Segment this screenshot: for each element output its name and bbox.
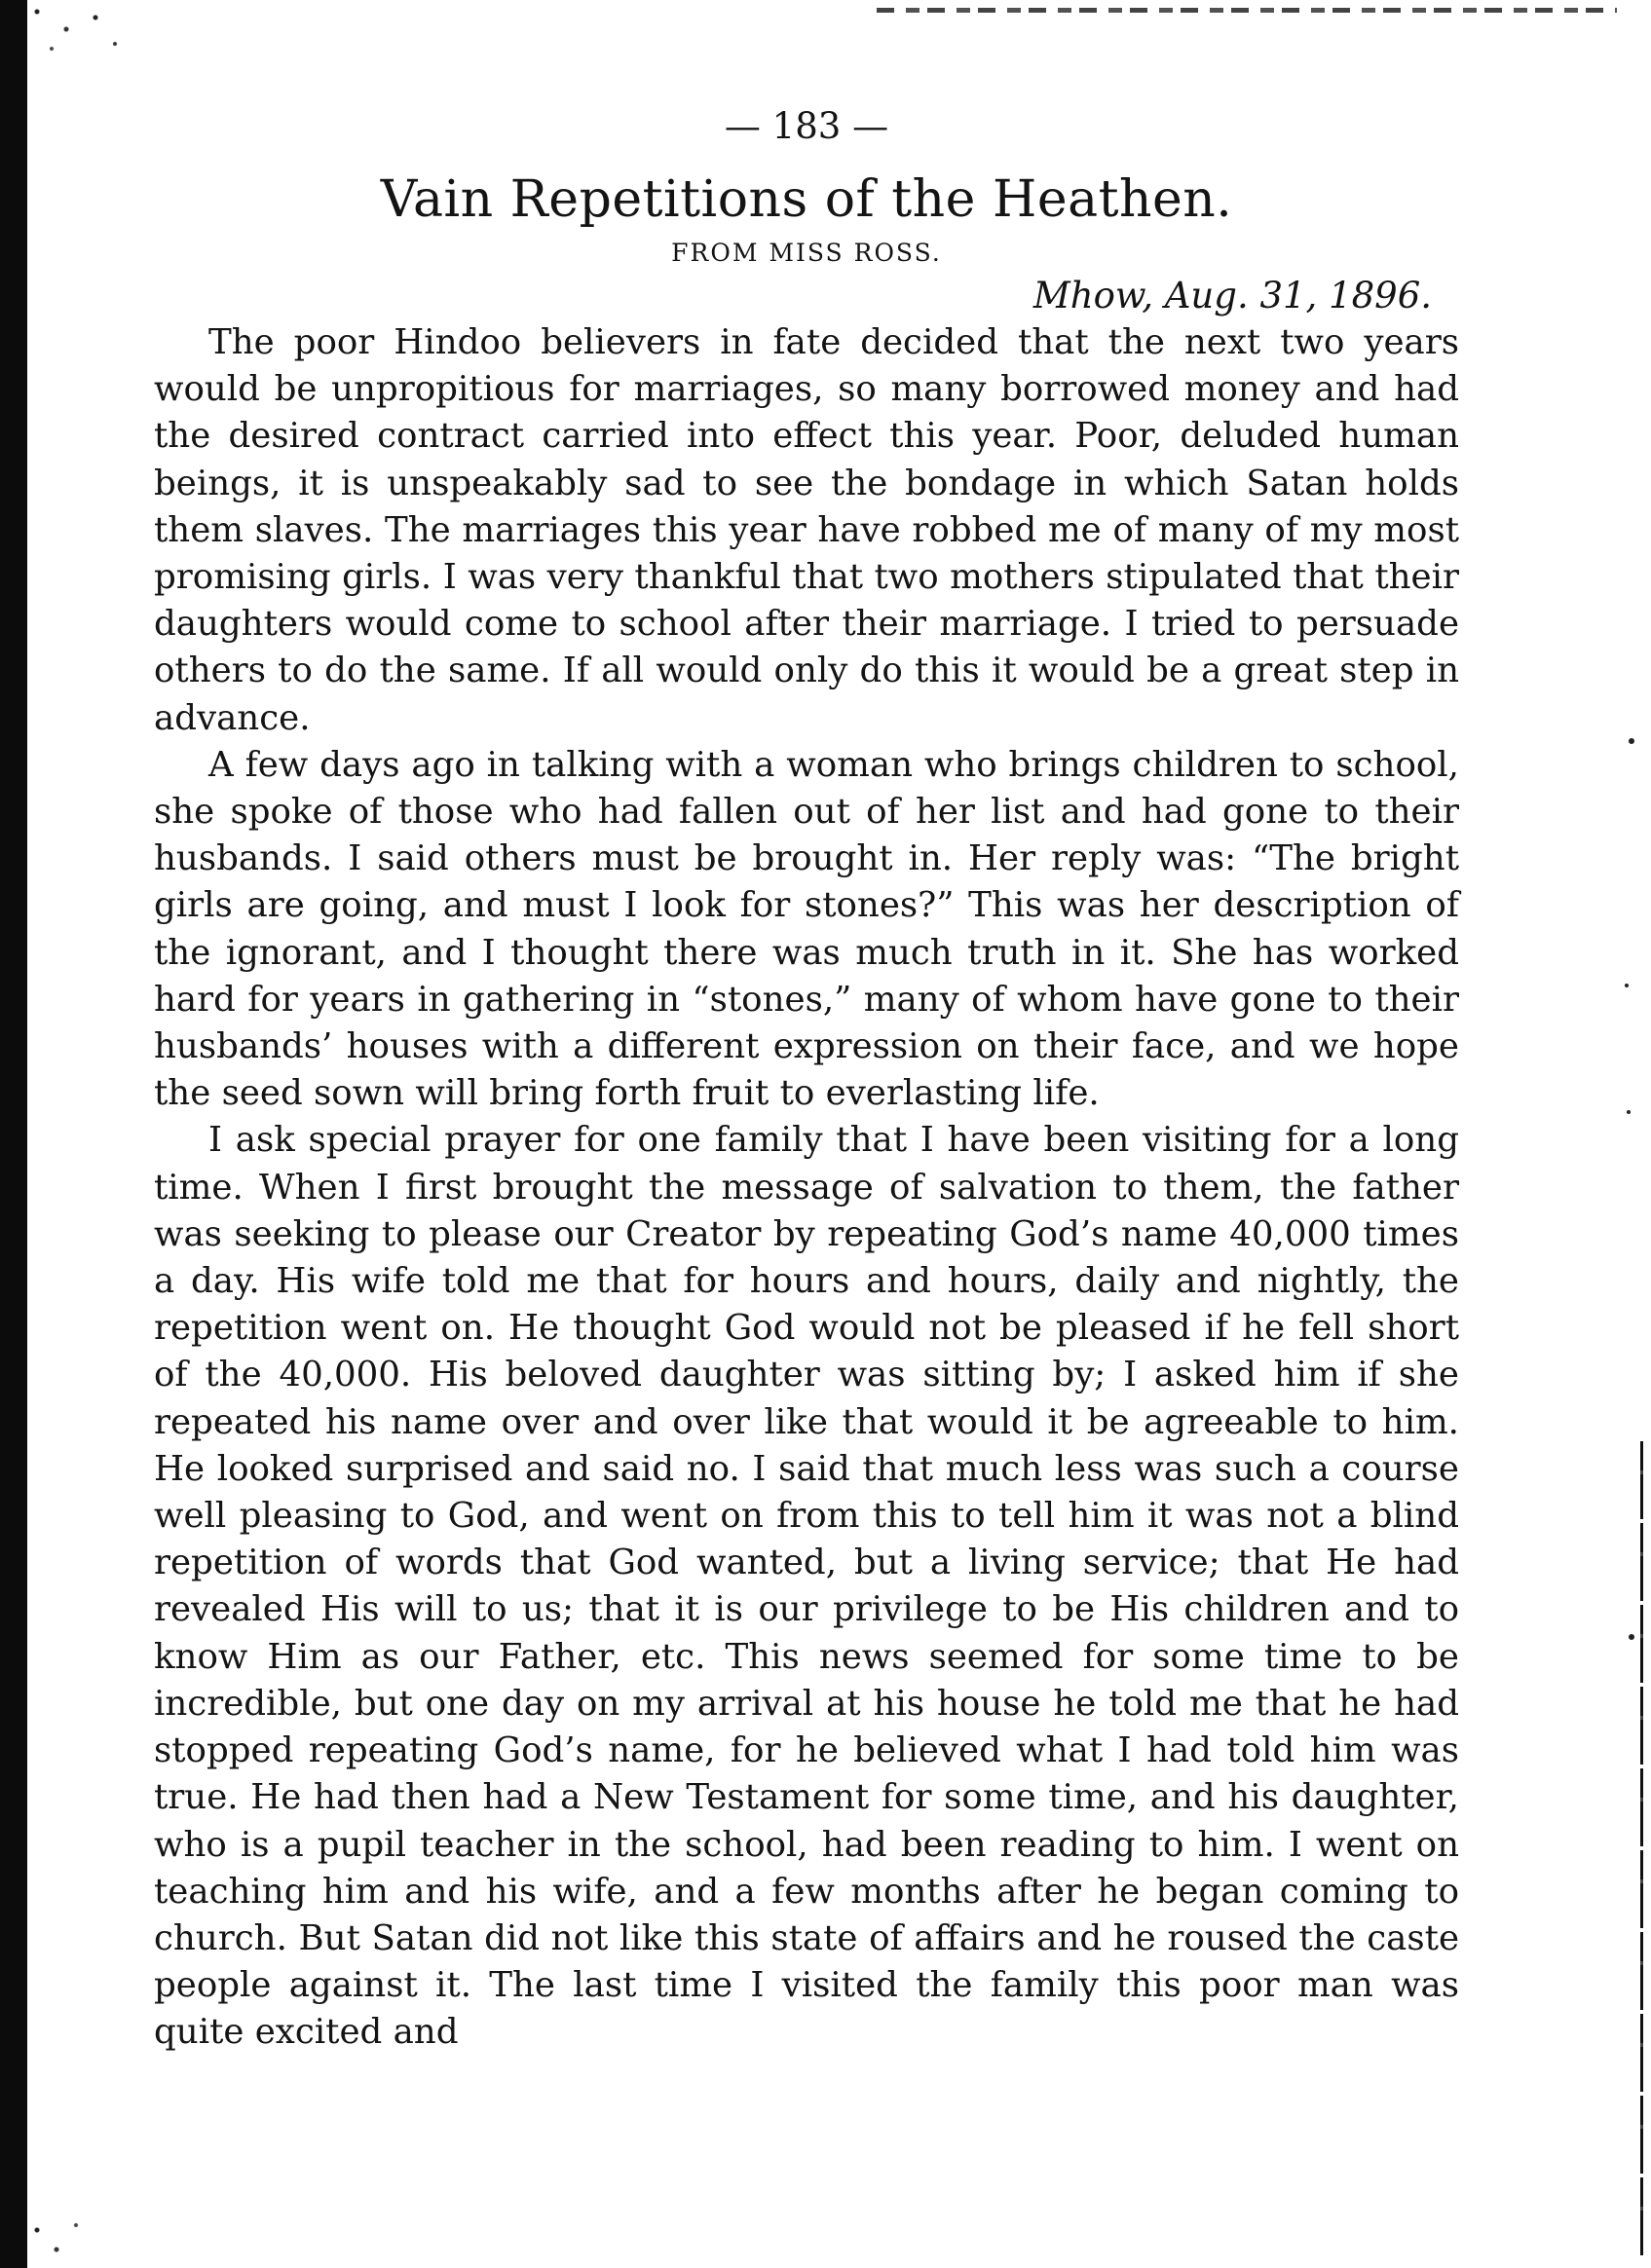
paragraph: I ask special prayer for one family that I have been visiting for a long time. When I first brought the message of salvation to them, the father was seeking to please our Creator by repeating God’s name 40,000 times a day. His wife told me that for hours and hours, daily and nightly, the repetition went on. He thought God would not be pleased if he fell short of the 40,000. His beloved daughter was sitting by; I asked him if she repeated his name over and over like that would it be agreeable to him. He looked surprised and said no. I said that much less was such a course well pleasing to God, and went on from this to tell him it was not a blind repetition of words that God wanted, but a living service; that He had revealed His will to us; that it is our privilege to be His children and to know Him as our Father, etc. This news seemed for some time to be incredible, but one day on my arrival at his house he told me that he had stopped repeating God’s name, for he believed what I had told him was true. He had then had a New Testament for some time, and his daughter, who is a pupil teacher in the school, had been reading to him. I went on teaching him and his wife, and a few months after he began coming to church. But Satan did not like this state of affairs and he roused the caste people against it. The last time I visited the family this poor man was quite excited and xyxy=(154,1120,1459,2053)
paragraph: The poor Hindoo believers in fate decided that the next two years would be unpropitious for marriages, so many borrowed money and had the desired contract carried into effect this year. Poor, deluded human beings, it is unspeakably sad to see the bondage in which Satan holds them slaves. The marriages this year have robbed me of many of my most promising girls. I was very thankful that two mothers stipulated that their daughters would come to school after their marriage. I tried to persuade others to do the same. If all would only do this it would be a great step in advance. xyxy=(154,322,1459,738)
article-byline: FROM MISS ROSS. xyxy=(671,239,942,267)
document-page xyxy=(154,97,1459,2057)
scan-top-edge-noise xyxy=(877,8,1617,13)
scan-speckle-top xyxy=(27,0,134,68)
paragraph: A few days ago in talking with a woman who brings children to school, she spoke of those who had fallen out of her list and had gone to their husbands. I said others must be brought in. Her reply was: “The bright girls are going, and must I look for stones?” This was her description of the ignorant, and I thought there was much truth in it. She has worked hard for years in gathering in “stones,” many of whom have gone to their husbands’ houses with a different expression on their face, and we hope the seed sown will bring forth fruit to everlasting life. xyxy=(154,744,1459,1114)
article-dateline: Mhow, Aug. 31, 1896. xyxy=(1032,275,1432,316)
article-title: Vain Repetitions of the Heathen. xyxy=(380,170,1233,229)
scan-binding-edge xyxy=(0,0,27,2268)
scan-margin-dot xyxy=(1627,1110,1631,1114)
scan-margin-dot xyxy=(1629,738,1634,744)
page-number: — 183 — xyxy=(724,105,889,147)
scan-margin-dot xyxy=(1629,1634,1634,1640)
scan-speckle-bottom xyxy=(27,2211,86,2268)
article-body xyxy=(154,319,1459,2057)
scan-margin-dot xyxy=(1625,984,1629,987)
scan-right-edge-line xyxy=(1640,1441,1643,2259)
